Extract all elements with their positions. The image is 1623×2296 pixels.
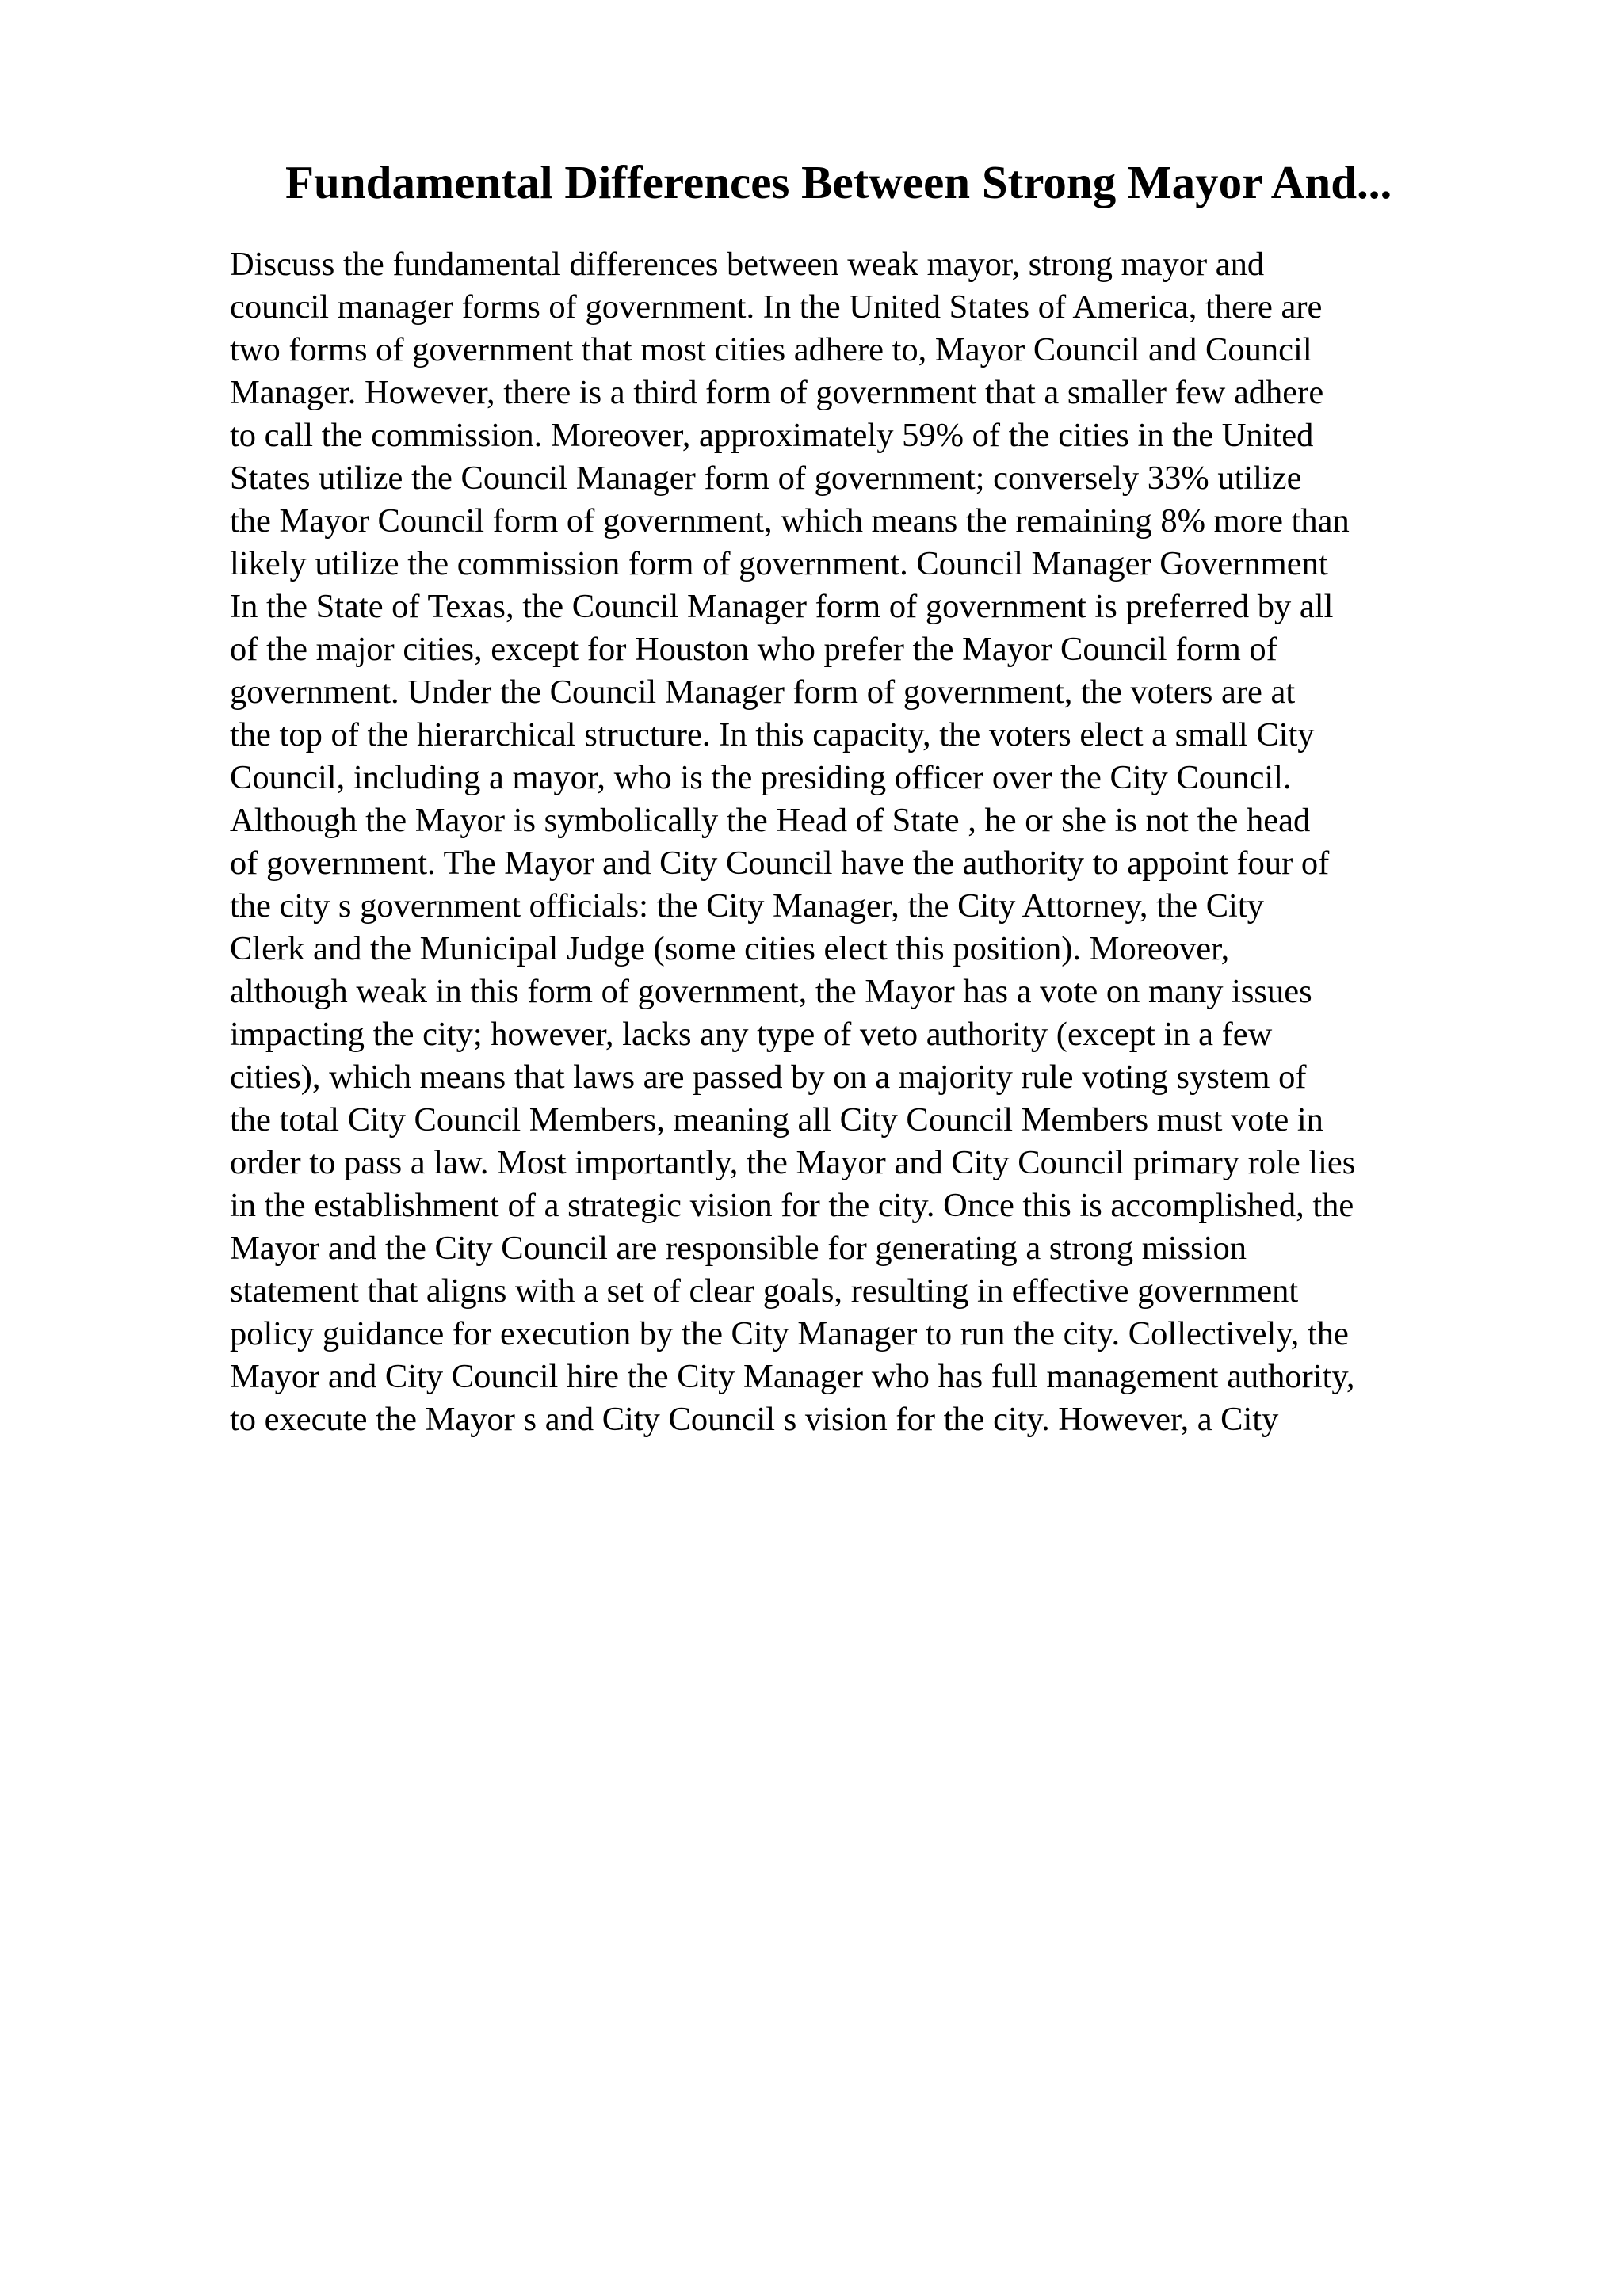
- body-line: States utilize the Council Manager form of government; conversely 33% utilize: [230, 460, 1302, 497]
- document-title: Fundamental Differences Between Strong Mayor And...: [285, 156, 1392, 208]
- body-line: Manager. However, there is a third form of government that a smaller few adhere: [230, 374, 1324, 411]
- body-line: council manager forms of government. In the United States of America, there are: [230, 288, 1323, 326]
- document-body: [230, 243, 1355, 1441]
- body-line: in the establishment of a strategic vision for the city. Once this is accomplished, the: [230, 1187, 1354, 1224]
- body-line: two forms of government that most cities adhere to, Mayor Council and Council: [230, 331, 1312, 368]
- body-line: Clerk and the Municipal Judge (some cities elect this position). Moreover,: [230, 930, 1230, 967]
- body-line: In the State of Texas, the Council Manager form of government is preferred by all: [230, 588, 1334, 625]
- body-line: impacting the city; however, lacks any type of veto authority (except in a few: [230, 1016, 1273, 1053]
- body-line: of the major cities, except for Houston who prefer the Mayor Council form of: [230, 631, 1277, 668]
- body-line: statement that aligns with a set of clear goals, resulting in effective government: [230, 1272, 1299, 1310]
- body-line: order to pass a law. Most importantly, the Mayor and City Council primary role lies: [230, 1144, 1356, 1181]
- body-line: likely utilize the commission form of government. Council Manager Government: [230, 545, 1328, 582]
- body-line: the top of the hierarchical structure. In this capacity, the voters elect a small City: [230, 716, 1315, 753]
- body-line: to call the commission. Moreover, approximately 59% of the cities in the United: [230, 417, 1314, 454]
- body-line: Mayor and City Council hire the City Manager who has full management authority,: [230, 1358, 1355, 1395]
- body-line: government. Under the Council Manager form of government, the voters are at: [230, 673, 1296, 711]
- body-line: the Mayor Council form of government, which means the remaining 8% more than: [230, 502, 1350, 540]
- body-line: policy guidance for execution by the City Manager to run the city. Collectively, the: [230, 1315, 1349, 1352]
- body-line: the total City Council Members, meaning all City Council Members must vote in: [230, 1101, 1323, 1138]
- body-line: to execute the Mayor s and City Council s vision for the city. However, a City: [230, 1401, 1279, 1438]
- body-line: Council, including a mayor, who is the presiding officer over the City Council.: [230, 759, 1292, 796]
- body-line: of government. The Mayor and City Council have the authority to appoint four of: [230, 845, 1330, 882]
- body-line: Although the Mayor is symbolically the Head of State , he or she is not the head: [230, 802, 1311, 839]
- body-line: cities), which means that laws are passed by on a majority rule voting system of: [230, 1058, 1307, 1096]
- body-line: although weak in this form of government, the Mayor has a vote on many issues: [230, 973, 1312, 1010]
- body-line: Mayor and the City Council are responsible for generating a strong mission: [230, 1230, 1247, 1267]
- body-line: Discuss the fundamental differences between weak mayor, strong mayor and: [230, 246, 1265, 283]
- body-line: the city s government officials: the City Manager, the City Attorney, the City: [230, 887, 1264, 925]
